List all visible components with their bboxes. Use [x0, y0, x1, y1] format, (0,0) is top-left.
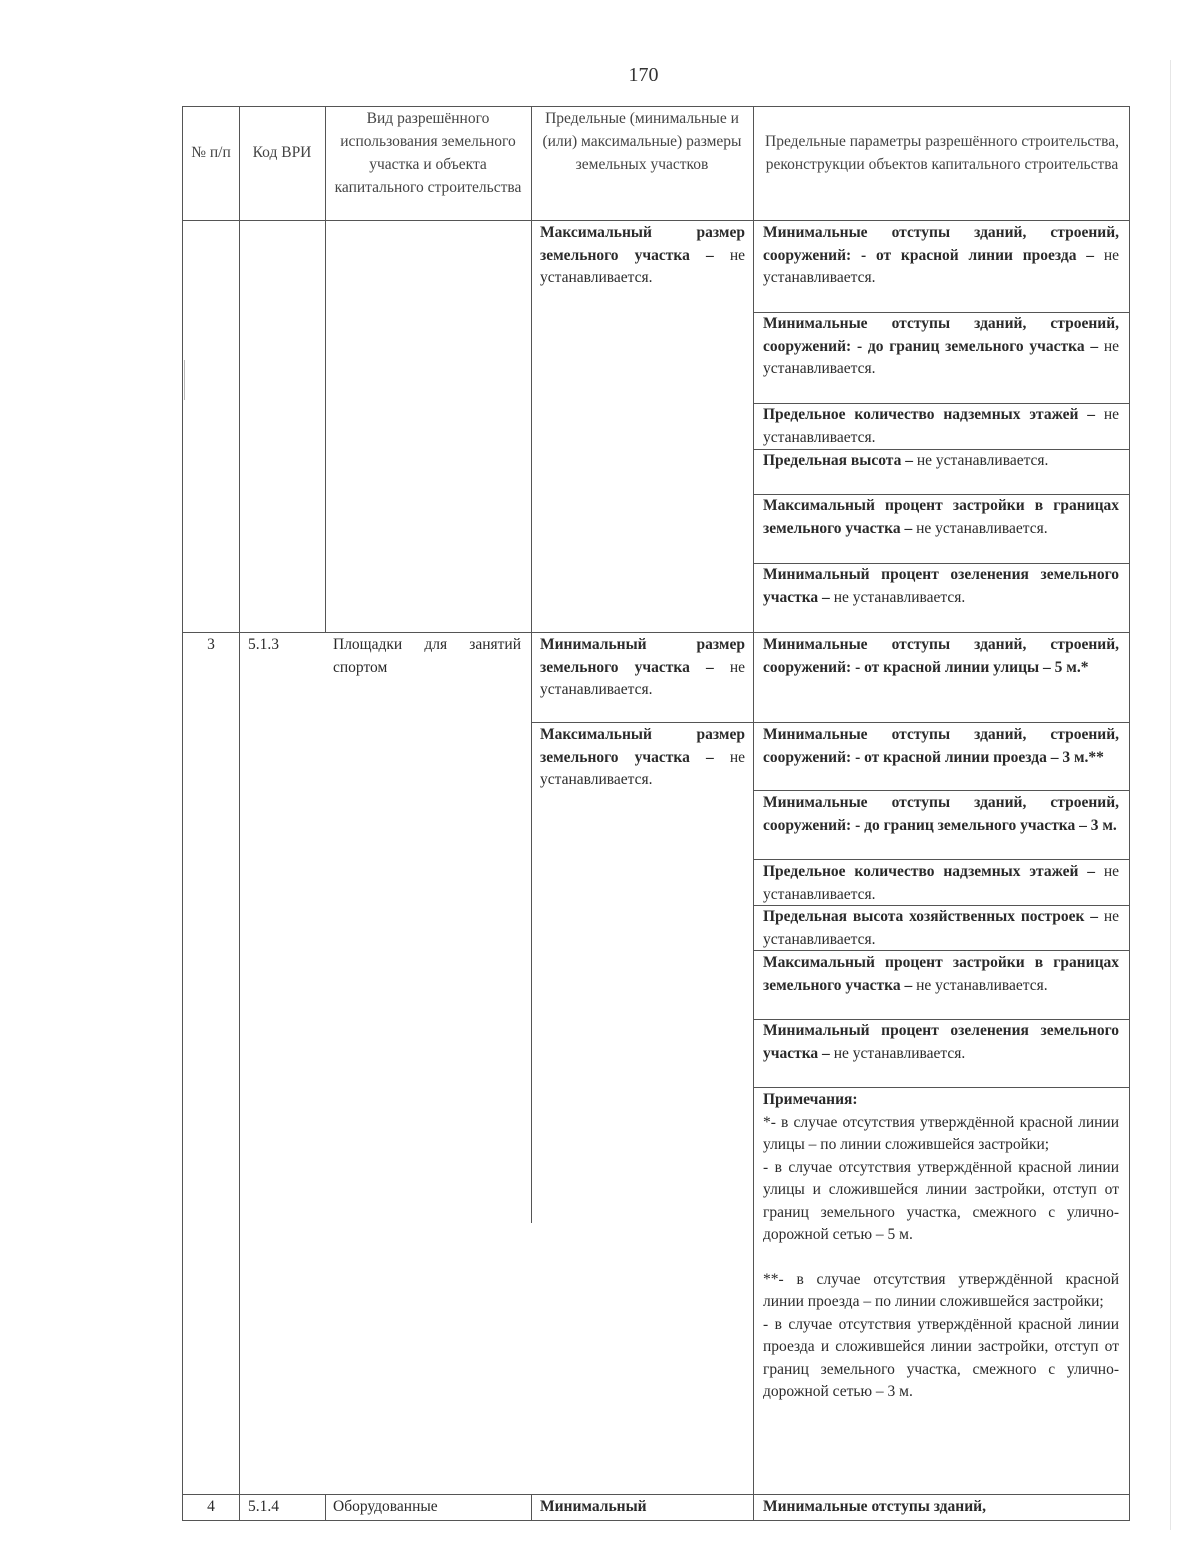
cont-param-3 — [763, 404, 1119, 449]
row4-params: Минимальные отступы зданий, — [763, 1498, 986, 1515]
row3-params-divider — [753, 790, 1130, 791]
cont-param-2-normal: не устанавливается. — [763, 337, 1119, 377]
col-divider-use — [531, 1494, 532, 1521]
row3-use: Площадки для занятий спортом — [333, 636, 521, 676]
cont-param-3-normal: не устанавливается. — [763, 406, 1119, 446]
row3-size-divider — [531, 722, 753, 723]
row3-note-1: *- в случае отсутствия утверждённой красной линии улицы – по линии сложившейся застройки; — [763, 1113, 1119, 1153]
row3-param-1-bold: Минимальные отступы зданий, строений, сооружений: — [763, 636, 1119, 676]
cont-param-6 — [763, 564, 1119, 609]
cont-param-2 — [763, 313, 1119, 381]
row3-param-6-bold: Максимальный процент застройки в границах земельного участка – — [763, 954, 1119, 994]
cont-param-4-normal: не устанавливается. — [916, 452, 1049, 469]
cont-param-5-bold: Максимальный процент застройки в границах земельного участка – — [763, 497, 1119, 537]
row3-size-min-cell — [540, 634, 745, 702]
row3-size-max-bold: Максимальный размер земельного участка – — [540, 726, 745, 766]
header-code — [246, 141, 318, 164]
header-params-text: Предельные параметры разрешённого строительства, реконструкции объектов капитального строительства — [765, 133, 1119, 173]
notes-spacer — [763, 1247, 1119, 1269]
cont-param-2-bold: Минимальные отступы зданий, строений, сооружений: — [763, 315, 1119, 355]
row3-param-4-normal: не устанавливается. — [763, 863, 1119, 903]
cont-param-1-bold2: - от красной линии проезда – — [861, 246, 1095, 264]
col-divider-sizes — [753, 106, 754, 1521]
cont-param-1 — [763, 222, 1119, 290]
row3-param-5-bold: Предельная высота хозяйственных построек – — [763, 908, 1098, 925]
row4-use: Оборудованные — [333, 1498, 438, 1515]
cont-size-normal: не устанавливается. — [540, 246, 745, 286]
header-num — [190, 141, 232, 164]
scan-edge-line — [1170, 60, 1171, 1530]
row3-param-2 — [763, 724, 1119, 769]
row3-notes-title: Примечания: — [763, 1091, 858, 1108]
row3-param-1 — [763, 634, 1119, 679]
row3-notes — [763, 1089, 1119, 1404]
header-code-text: Код ВРИ — [252, 144, 312, 161]
col-divider-use — [531, 106, 532, 1223]
row3-param-4-bold: Предельное количество надземных этажей – — [763, 863, 1095, 880]
row3-params-divider — [753, 722, 1130, 723]
row3-param-7 — [763, 1020, 1119, 1065]
row3-num: 3 — [207, 636, 215, 653]
header-sizes-text: Предельные (минимальные и (или) максимальные) размеры земельных участков — [542, 110, 742, 173]
header-sizes — [538, 107, 746, 176]
header-num-text: № п/п — [191, 144, 231, 161]
row4-num: 4 — [207, 1498, 215, 1515]
row3-params-divider — [753, 859, 1130, 860]
row3-size-min-normal: не устанавливается. — [540, 658, 745, 698]
row3-param-3-line: - до границ земельного участка – 3 м. — [855, 816, 1117, 834]
row3-param-2-line: - от красной линии проезда – 3 м.** — [855, 748, 1104, 766]
row4-size: Минимальный — [540, 1498, 647, 1515]
cont-param-6-normal: не устанавливается. — [833, 588, 966, 606]
row3-param-7-normal: не устанавливается. — [833, 1044, 966, 1062]
row4-code: 5.1.4 — [248, 1498, 279, 1515]
row3-param-3 — [763, 792, 1119, 837]
page-number: 170 — [628, 64, 659, 86]
row3-param-6-normal: не устанавливается. — [916, 976, 1048, 994]
cont-param-6-bold: Минимальный процент озеленения земельного участка – — [763, 566, 1119, 606]
row3-param-2-bold: Минимальные отступы зданий, строений, сооружений: — [763, 726, 1119, 766]
row3-size-min-bold: Минимальный размер земельного участка – — [540, 636, 745, 676]
row3-param-7-bold: Минимальный процент озеленения земельного участка – — [763, 1022, 1119, 1062]
cont-param-3-bold: Предельное количество надземных этажей – — [763, 406, 1095, 423]
table-right-border — [1129, 106, 1130, 1521]
cont-size-cell — [540, 222, 745, 290]
row3-param-4 — [763, 861, 1119, 906]
col-divider-num — [239, 106, 240, 1521]
table-left-border — [182, 106, 183, 1521]
row3-params-divider — [753, 1087, 1130, 1088]
row3-param-5 — [763, 906, 1119, 951]
cont-param-5-normal: не устанавливается. — [916, 519, 1048, 537]
cont-param-5 — [763, 495, 1119, 540]
scan-artifact-line — [184, 360, 185, 400]
row3-note-3: **- в случае отсутствия утверждённой красной линии проезда – по линии сложившейся застройки; — [763, 1270, 1119, 1310]
header-use-text: Вид разрешённого использования земельного участка и объекта капитального строительства — [334, 110, 522, 196]
row3-size-max-normal: не устанавливается. — [540, 748, 745, 788]
header-use — [332, 107, 524, 199]
cont-param-2-bold2: - до границ земельного участка – — [856, 337, 1099, 355]
cont-param-4-bold: Предельная высота – — [763, 452, 913, 469]
row3-note-2: - в случае отсутствия утверждённой красной линии улицы и сложившейся линии застройки, отступ от границ земельного участка, смежного с улично-дорожной сетью – 5 м. — [763, 1158, 1119, 1243]
row3-param-6 — [763, 952, 1119, 997]
row3-code: 5.1.3 — [248, 636, 279, 653]
row3-size-max-cell — [540, 724, 745, 792]
cont-size-bold: Максимальный размер земельного участка – — [540, 224, 745, 264]
row3-param-5-normal: не устанавливается. — [763, 908, 1119, 948]
col-divider-code — [325, 1494, 326, 1521]
row3-note-4: - в случае отсутствия утверждённой красной линии проезда и сложившейся линии застройки, отступ от границ земельного участка, смежного с улично-дорожной сетью – 3 м. — [763, 1315, 1119, 1400]
row3-param-1-line: - от красной линии улицы – 5 м.* — [855, 658, 1089, 676]
row3-param-3-bold: Минимальные отступы зданий, строений, сооружений: — [763, 794, 1119, 834]
cont-param-4 — [763, 450, 1119, 473]
header-params — [764, 130, 1120, 176]
cont-param-1-bold: Минимальные отступы зданий, строений, сооружений: — [763, 224, 1119, 264]
col-divider-code — [325, 106, 326, 633]
cont-param-1-normal: не устанавливается. — [763, 246, 1119, 286]
